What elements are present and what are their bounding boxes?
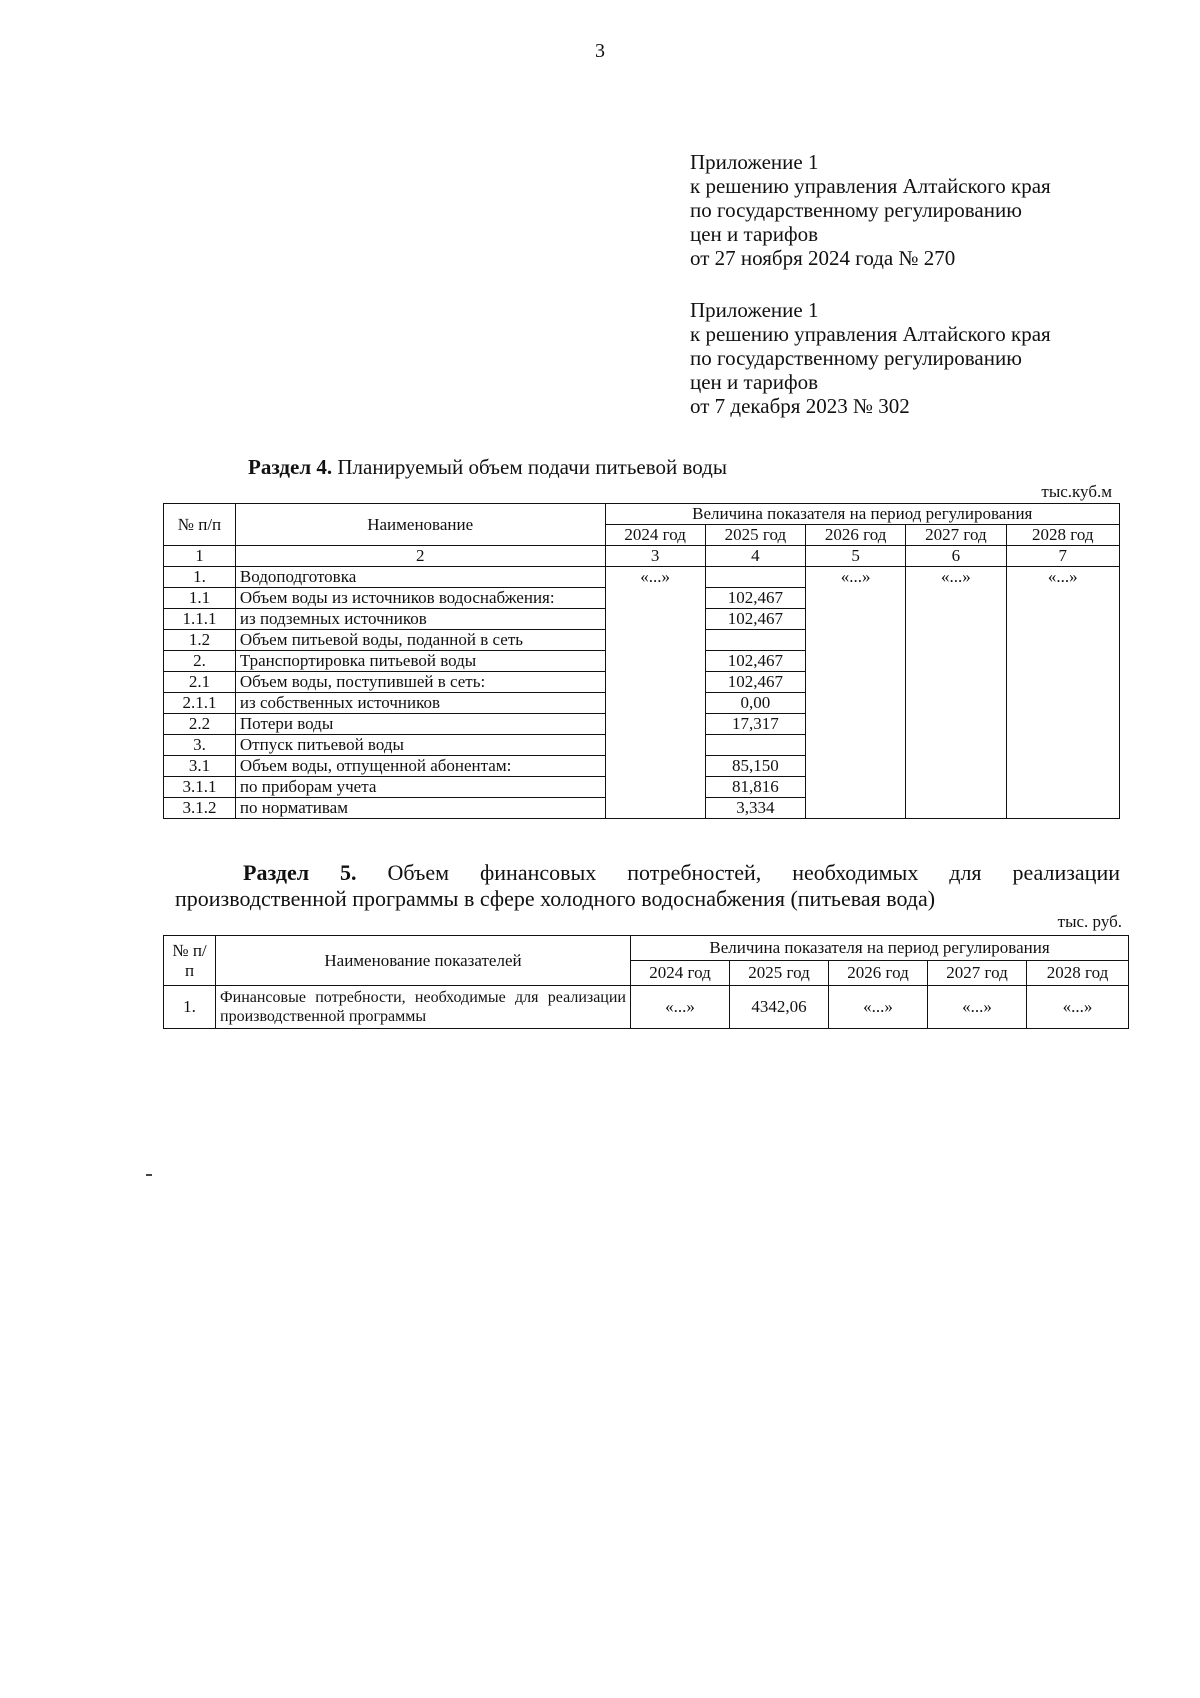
value-2024: «...»	[631, 986, 730, 1029]
row-num: 3.1	[164, 756, 236, 777]
column-number: 6	[906, 546, 1006, 567]
value-2025: 17,317	[705, 714, 805, 735]
column-number-row	[164, 546, 1120, 567]
row-num: 3.	[164, 735, 236, 756]
value-2025: 102,467	[705, 651, 805, 672]
section5-title-bold: Раздел 5.	[243, 860, 357, 885]
value-2025	[705, 567, 805, 588]
appendix-line: по государственному регулированию	[690, 346, 1022, 370]
section4-title	[248, 455, 727, 480]
scan-mark	[146, 1174, 152, 1176]
row-name: Водоподготовка	[235, 567, 605, 588]
section4-title-text: Планируемый объем подачи питьевой воды	[332, 455, 727, 479]
header-num: № п/п	[164, 936, 216, 986]
row-name: Отпуск питьевой воды	[235, 735, 605, 756]
value-2024-placeholder: «...»	[605, 567, 705, 819]
row-name: из подземных источников	[235, 609, 605, 630]
value-2025	[705, 735, 805, 756]
header-year: 2024 год	[631, 961, 730, 986]
appendix-line: к решению управления Алтайского края	[690, 322, 1051, 346]
table-row	[164, 986, 1129, 1029]
value-2025: 102,467	[705, 588, 805, 609]
row-num: 2.2	[164, 714, 236, 735]
value-2025: 81,816	[705, 777, 805, 798]
appendix-previous-reference	[690, 298, 1051, 418]
value-2026: «...»	[829, 986, 928, 1029]
section4-units: тыс.куб.м	[1041, 482, 1112, 501]
appendix-line: от 27 ноября 2024 года № 270	[690, 246, 956, 270]
column-number: 7	[1006, 546, 1120, 567]
header-year: 2027 год	[906, 525, 1006, 546]
value-2028: «...»	[1027, 986, 1129, 1029]
appendix-line: от 7 декабря 2023 № 302	[690, 394, 910, 418]
column-number: 1	[164, 546, 236, 567]
row-name: Объем воды из источников водоснабжения:	[235, 588, 605, 609]
value-2028-placeholder: «...»	[1006, 567, 1120, 819]
page-number: 3	[595, 40, 605, 62]
row-name: по нормативам	[235, 798, 605, 819]
appendix-line: Приложение 1	[690, 298, 819, 322]
header-year: 2026 год	[829, 961, 928, 986]
table-row	[164, 567, 1120, 588]
header-year: 2028 год	[1027, 961, 1129, 986]
row-name: Объем питьевой воды, поданной в сеть	[235, 630, 605, 651]
value-2025	[705, 630, 805, 651]
header-year: 2025 год	[730, 961, 829, 986]
appendix-line: Приложение 1	[690, 150, 819, 174]
header-num: № п/п	[164, 504, 236, 546]
row-num: 2.1.1	[164, 693, 236, 714]
row-name: из собственных источников	[235, 693, 605, 714]
header-name: Наименование показателей	[216, 936, 631, 986]
value-2026-placeholder: «...»	[806, 567, 906, 819]
header-year: 2028 год	[1006, 525, 1120, 546]
value-2025: 85,150	[705, 756, 805, 777]
header-year: 2026 год	[806, 525, 906, 546]
column-number: 3	[605, 546, 705, 567]
row-num: 2.	[164, 651, 236, 672]
appendix-line: по государственному регулированию	[690, 198, 1022, 222]
column-number: 4	[705, 546, 805, 567]
row-num: 1.2	[164, 630, 236, 651]
row-num: 3.1.1	[164, 777, 236, 798]
value-2025: 102,467	[705, 672, 805, 693]
value-2027: «...»	[928, 986, 1027, 1029]
table-header-row	[164, 936, 1129, 961]
row-name: Потери воды	[235, 714, 605, 735]
row-num: 1.1.1	[164, 609, 236, 630]
value-2025: 4342,06	[730, 986, 829, 1029]
value-2025: 0,00	[705, 693, 805, 714]
row-num: 1.1	[164, 588, 236, 609]
row-name: по приборам учета	[235, 777, 605, 798]
appendix-line: цен и тарифов	[690, 222, 819, 246]
row-num: 2.1	[164, 672, 236, 693]
row-num: 1.	[164, 567, 236, 588]
header-year: 2024 год	[605, 525, 705, 546]
row-name: Финансовые потребности, необходимые для реализации производственной программы	[216, 986, 631, 1029]
column-number: 2	[235, 546, 605, 567]
value-2027-placeholder: «...»	[906, 567, 1006, 819]
value-2025: 102,467	[705, 609, 805, 630]
water-supply-table	[163, 503, 1120, 819]
section4-title-bold: Раздел 4.	[248, 455, 333, 479]
section5-title-line2: производственной программы в сфере холодного водоснабжения (питьевая вода)	[175, 886, 936, 911]
row-name: Транспортировка питьевой воды	[235, 651, 605, 672]
appendix-line: к решению управления Алтайского края	[690, 174, 1051, 198]
appendix-line: цен и тарифов	[690, 370, 819, 394]
row-num: 1.	[164, 986, 216, 1029]
header-period: Величина показателя на период регулирования	[631, 936, 1129, 961]
header-year: 2025 год	[705, 525, 805, 546]
section5-title-line1	[175, 860, 1120, 886]
header-year: 2027 год	[928, 961, 1027, 986]
row-name: Объем воды, поступившей в сеть:	[235, 672, 605, 693]
section5-title-text: Объем финансовых потребностей, необходимых для реализации	[356, 860, 1120, 885]
row-name: Объем воды, отпущенной абонентам:	[235, 756, 605, 777]
section5-units: тыс. руб.	[1057, 912, 1122, 931]
value-2025: 3,334	[705, 798, 805, 819]
row-num: 3.1.2	[164, 798, 236, 819]
table-header-row	[164, 504, 1120, 525]
header-period: Величина показателя на период регулирования	[605, 504, 1120, 525]
appendix-current-reference	[690, 150, 1051, 270]
financial-needs-table	[163, 935, 1129, 1029]
section5-title	[175, 860, 1120, 912]
column-number: 5	[806, 546, 906, 567]
header-name: Наименование	[235, 504, 605, 546]
